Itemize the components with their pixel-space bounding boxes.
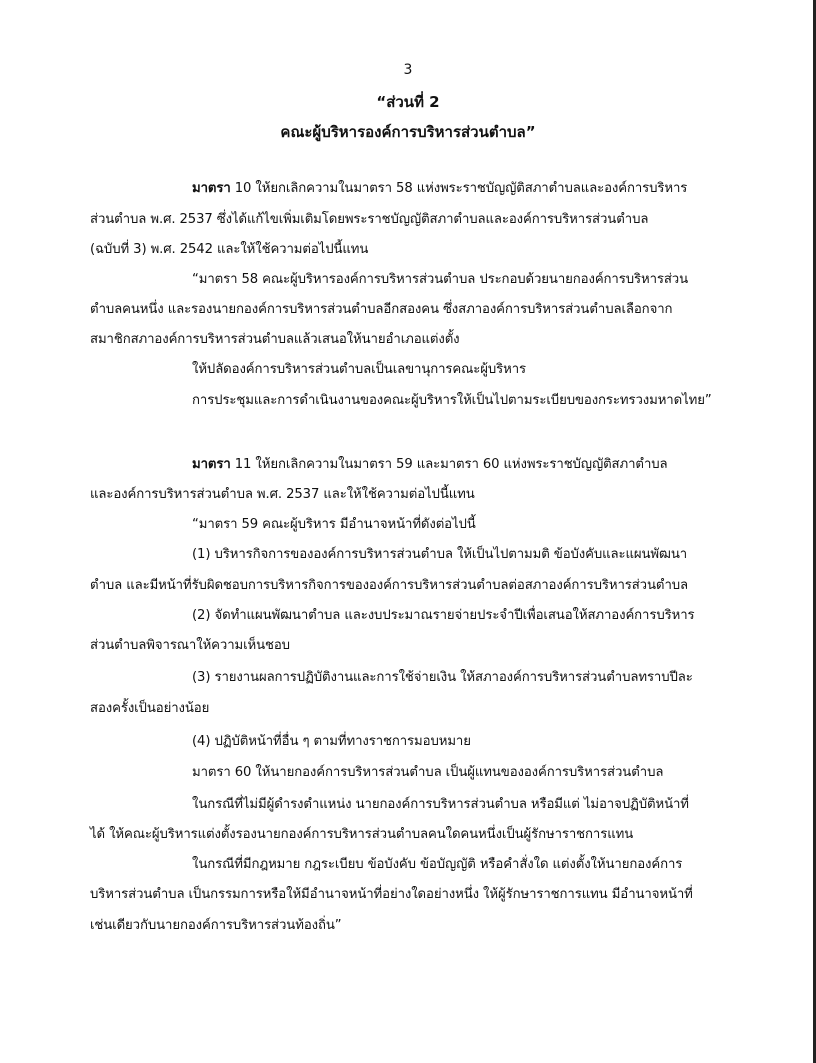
section-label: มาตรา [192, 181, 231, 196]
text-line: มาตรา 10 ให้ยกเลิกความในมาตรา 58 แห่งพระราชบัญญัติสภาตำบลและองค์การบริหาร [192, 181, 688, 196]
text-line: (1) บริหารกิจการขององค์การบริหารส่วนตำบล ให้เป็นไปตามมติ ข้อบังคับและแผนพัฒนา [192, 547, 688, 562]
text-line: ในกรณีที่มีกฎหมาย กฎระเบียบ ข้อบังคับ ข้อบัญญัติ หรือคำสั่งใด แต่งตั้งให้นายกองค์การ [192, 857, 683, 872]
text-line: ได้ ให้คณะผู้บริหารแต่งตั้งรองนายกองค์การบริหารส่วนตำบลคนใดคนหนึ่งเป็นผู้รักษาราชการแทน [90, 827, 634, 842]
text-line: มาตรา 60 ให้นายกองค์การบริหารส่วนตำบล เป็นผู้แทนขององค์การบริหารส่วนตำบล [192, 765, 664, 780]
page-number: 3 [403, 62, 413, 78]
text-line: ส่วนตำบลพิจารณาให้ความเห็นชอบ [90, 638, 290, 653]
text-line: ส่วนตำบล พ.ศ. 2537 ซึ่งได้แก้ไขเพิ่มเติมโดยพระราชบัญญัติสภาตำบลและองค์การบริหารส่วนตำบล [90, 212, 649, 227]
text-line: (3) รายงานผลการปฏิบัติงานและการใช้จ่ายเงิน ให้สภาองค์การบริหารส่วนตำบลทราบปีละ [192, 670, 693, 685]
text-line: (2) จัดทำแผนพัฒนาตำบล และงบประมาณรายจ่ายประจำปีเพื่อเสนอให้สภาองค์การบริหาร [192, 608, 695, 623]
text-line: ตำบล และมีหน้าที่รับผิดชอบการบริหารกิจการขององค์การบริหารส่วนตำบลต่อสภาองค์การบริหารส่วนตำบล [90, 578, 689, 593]
text-line: บริหารส่วนตำบล เป็นกรรมการหรือให้มีอำนาจหน้าที่อย่างใดอย่างหนึ่ง ให้ผู้รักษาราชการแทน มีอำนาจหน้าที่ [90, 887, 693, 902]
text-line: ในกรณีที่ไม่มีผู้ดำรงตำแหน่ง นายกองค์การบริหารส่วนตำบล หรือมีแต่ ไม่อาจปฏิบัติหน้าที่ [192, 797, 689, 812]
text-line: ให้ปลัดองค์การบริหารส่วนตำบลเป็นเลขานุการคณะผู้บริหาร [192, 362, 527, 377]
text-line: (4) ปฏิบัติหน้าที่อื่น ๆ ตามที่ทางราชการมอบหมาย [192, 734, 471, 749]
section-label: มาตรา [192, 457, 231, 472]
text-line: ตำบลคนหนึ่ง และรองนายกองค์การบริหารส่วนตำบลอีกสองคน ซึ่งสภาองค์การบริหารส่วนตำบลเลือกจาก [90, 302, 673, 317]
text-line: มาตรา 11 ให้ยกเลิกความในมาตรา 59 และมาตรา 60 แห่งพระราชบัญญัติสภาตำบล [192, 457, 668, 472]
text-line: (ฉบับที่ 3) พ.ศ. 2542 และให้ใช้ความต่อไปนี้แทน [90, 242, 369, 257]
text-line: และองค์การบริหารส่วนตำบล พ.ศ. 2537 และให้ใช้ความต่อไปนี้แทน [90, 487, 475, 502]
text-line: สองครั้งเป็นอย่างน้อย [90, 701, 210, 716]
section-heading: “ส่วนที่ 2 [376, 93, 440, 111]
text-line: “มาตรา 58 คณะผู้บริหารองค์การบริหารส่วนตำบล ประกอบด้วยนายกองค์การบริหารส่วน [192, 272, 689, 287]
text-line: สมาชิกสภาองค์การบริหารส่วนตำบลแล้วเสนอให้นายอำเภอแต่งตั้ง [90, 332, 460, 347]
text-line: การประชุมและการดำเนินงานของคณะผู้บริหารให้เป็นไปตามระเบียบของกระทรวงมหาดไทย” [192, 393, 712, 408]
section-title: คณะผู้บริหารองค์การบริหารส่วนตำบล” [280, 123, 536, 141]
text-line: เช่นเดียวกับนายกองค์การบริหารส่วนท้องถิ่น” [90, 918, 342, 933]
text-line: “มาตรา 59 คณะผู้บริหาร มีอำนาจหน้าที่ดังต่อไปนี้ [192, 517, 476, 532]
